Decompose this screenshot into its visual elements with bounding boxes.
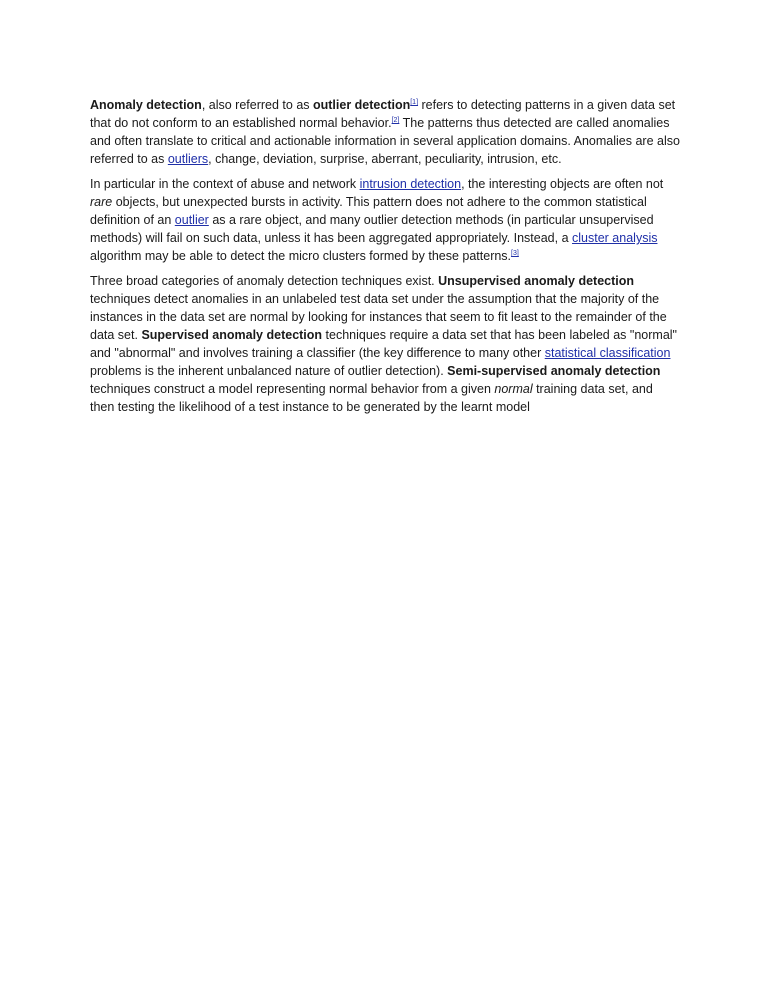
link-cluster-analysis[interactable]: cluster analysis [572, 231, 658, 245]
link-outlier[interactable]: outlier [174, 213, 209, 227]
emphasis-rare: rare [90, 195, 113, 209]
text-run: The patterns thus detected are called anomalies and often translate to critical and actionable information in several application domains. Anomalies are also referred to as [90, 116, 680, 166]
citation-1[interactable] [410, 99, 418, 106]
paragraph-intro [90, 96, 680, 168]
text-run: , the interesting objects are often not [461, 177, 664, 191]
citation-link-1[interactable]: [1] [410, 99, 419, 106]
text-run: , change, deviation, surprise, aberrant, peculiarity, intrusion, etc. [208, 152, 562, 166]
link-intrusion-detection[interactable]: intrusion detection [359, 177, 462, 191]
emphasis-normal: normal [494, 382, 533, 396]
paragraph-categories [90, 272, 680, 416]
text-run: training data set, and then testing the likelihood of a test instance to be generated by the learnt model [90, 382, 653, 414]
text-run: techniques construct a model representing normal behavior from a given [90, 382, 495, 396]
text-run: , also referred to as [201, 98, 313, 112]
text-run: problems is the inherent unbalanced nature of outlier detection). [90, 364, 448, 378]
term-supervised: Supervised anomaly detection [141, 328, 323, 342]
text-run: as a rare object, and many outlier detection methods (in particular unsupervised methods) will fail on such data, unless it has been aggregated appropriately. Instead, a [90, 213, 654, 245]
text-run: techniques require a data set that has been labeled as "normal" and "abnormal" and involves training a classifier (the key difference to many other [90, 328, 677, 360]
document-body [90, 96, 680, 423]
text-run: refers to detecting patterns in a given data set that do not conform to an established normal behavior. [90, 98, 676, 130]
text-run: Three broad categories of anomaly detection techniques exist. [90, 274, 439, 288]
paragraph-context [90, 175, 680, 265]
link-outliers[interactable]: outliers [167, 152, 209, 166]
citation-link-2[interactable]: [2] [391, 117, 400, 124]
term-anomaly-detection: Anomaly detection [90, 98, 202, 112]
link-statistical-classification[interactable]: statistical classification [544, 346, 671, 360]
term-outlier-detection: outlier detection [313, 98, 411, 112]
text-run: objects, but unexpected bursts in activity. This pattern does not adhere to the common statistical definition of an [90, 195, 647, 227]
term-semi-supervised: Semi-supervised anomaly detection [447, 364, 661, 378]
citation-link-3[interactable]: [3] [511, 250, 519, 257]
term-unsupervised: Unsupervised anomaly detection [438, 274, 635, 288]
text-run: techniques detect anomalies in an unlabeled test data set under the assumption that the majority of the instances in the data set are normal by looking for instances that seem to fit least to the remainder of the data set. [90, 292, 667, 342]
citation-3[interactable] [511, 250, 519, 257]
text-run: In particular in the context of abuse and network [90, 177, 360, 191]
text-run: algorithm may be able to detect the micro clusters formed by these patterns. [90, 249, 512, 263]
